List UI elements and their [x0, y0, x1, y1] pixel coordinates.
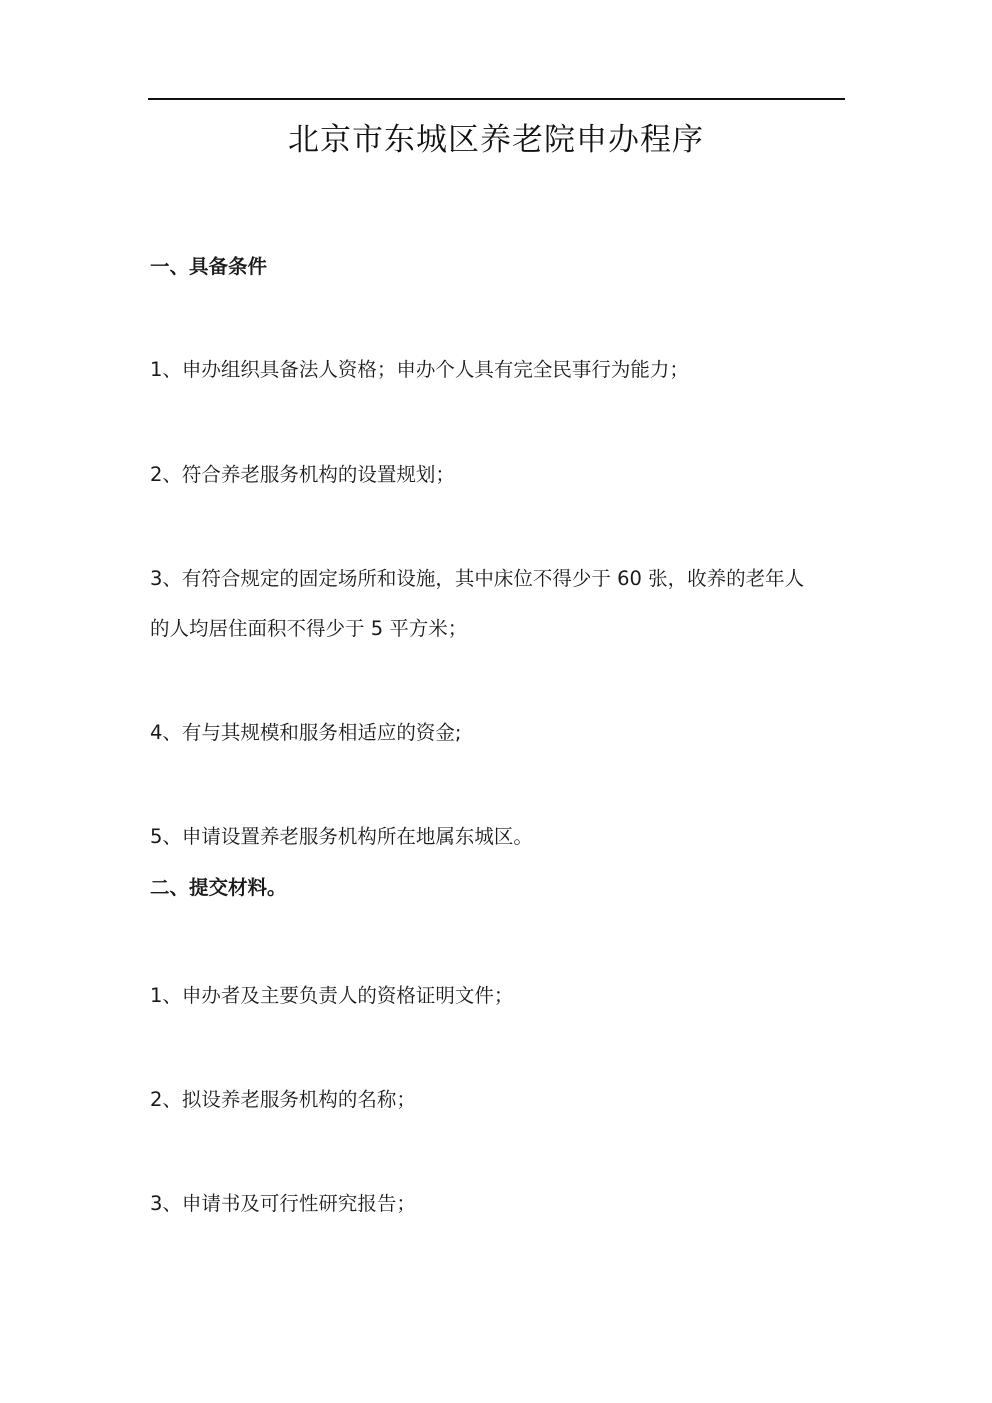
condition-item-1: 1、申办组织具备法人资格；申办个人具有完全民事行为能力； [150, 358, 689, 381]
condition-item-4: 4、有与其规模和服务相适应的资金; [150, 721, 462, 744]
condition-item-5: 5、申请设置养老服务机构所在地属东城区。 [150, 825, 533, 848]
material-item-1: 1、申办者及主要负责人的资格证明文件； [150, 984, 514, 1007]
condition-item-3: 3、有符合规定的固定场所和设施，其中床位不得少于 60 张，收养的老年人 [150, 567, 805, 590]
material-item-2: 2、拟设养老服务机构的名称； [150, 1088, 416, 1111]
section-heading-materials: 二、提交材料。 [150, 876, 287, 899]
condition-item-3-continued: 的人均居住面积不得少于 5 平方米； [150, 617, 468, 640]
header-divider [148, 98, 845, 100]
material-item-3: 3、申请书及可行性研究报告； [150, 1192, 416, 1215]
section-heading-conditions: 一、具备条件 [150, 255, 268, 278]
condition-item-2: 2、符合养老服务机构的设置规划； [150, 463, 455, 486]
document-title: 北京市东城区养老院申办程序 [288, 122, 704, 158]
